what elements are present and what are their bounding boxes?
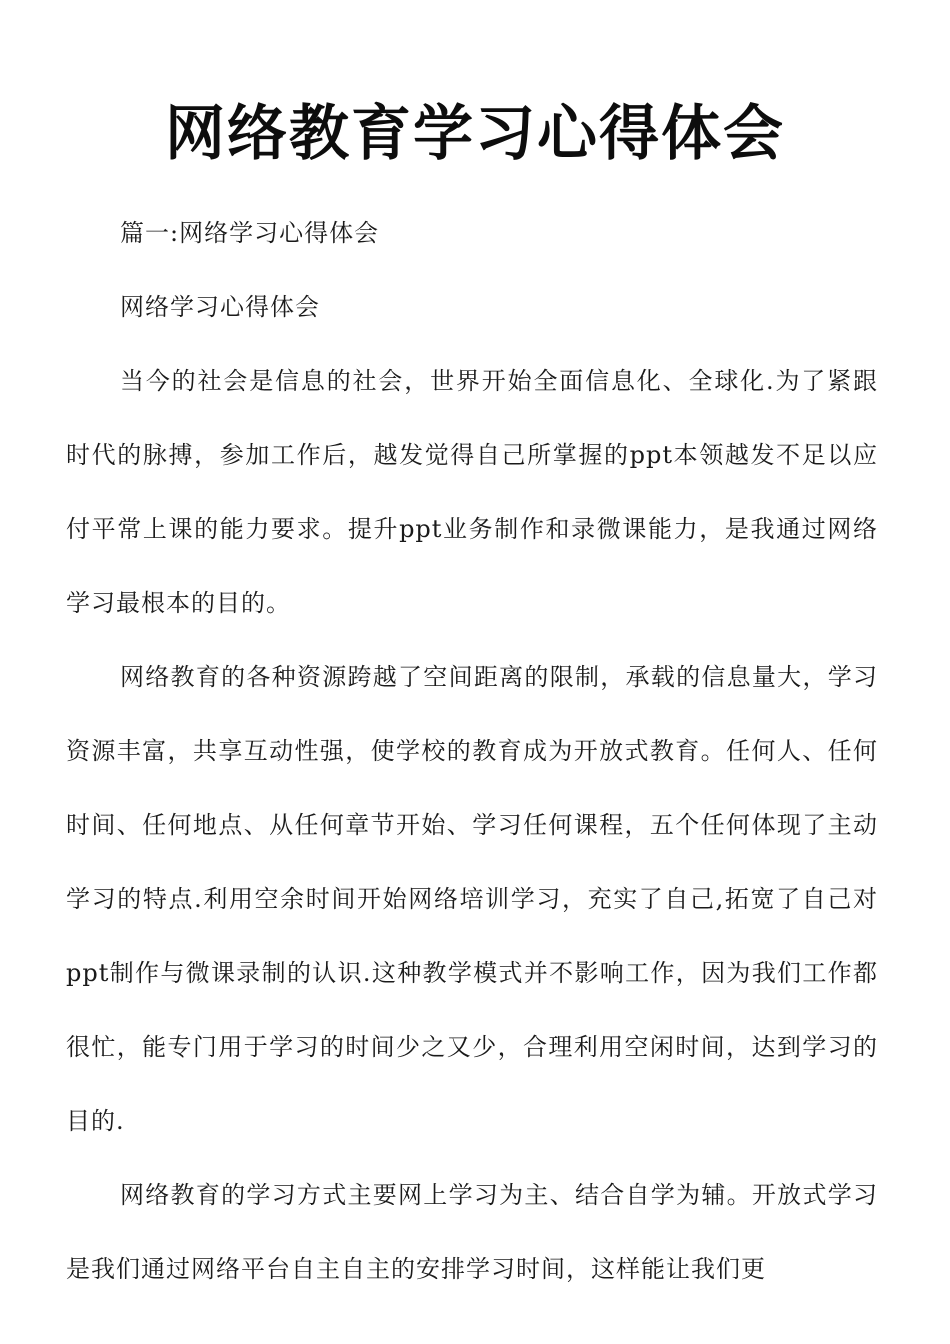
section-heading: 篇一:网络学习心得体会 — [120, 219, 380, 247]
document-body — [66, 196, 878, 1306]
document-title: 网络教育学习心得体会 — [165, 99, 785, 170]
subheading: 网络学习心得体会 — [120, 293, 320, 321]
paragraph: 网络教育的各种资源跨越了空间距离的限制，承载的信息量大，学习资源丰富，共享互动性强，使学校的教育成为开放式教育。任何人、任何时间、任何地点、从任何章节开始、学习任何课程，五个任何体现了主动学习的特点.利用空余时间开始网络培训学习，充实了自己,拓宽了自己对ppt制作与微课录制的认识.这种教学模式并不影响工作，因为我们工作都很忙，能专门用于学习的时间少之又少，合理利用空闲时间，达到学习的目的. — [66, 663, 878, 1135]
paragraph: 当今的社会是信息的社会，世界开始全面信息化、全球化.为了紧跟时代的脉搏，参加工作后，越发觉得自己所掌握的ppt本领越发不足以应付平常上课的能力要求。提升ppt业务制作和录微课能力，是我通过网络学习最根本的目的。 — [66, 367, 878, 617]
paragraph: 网络教育的学习方式主要网上学习为主、结合自学为辅。开放式学习是我们通过网络平台自主自主的安排学习时间，这样能让我们更 — [66, 1181, 878, 1283]
